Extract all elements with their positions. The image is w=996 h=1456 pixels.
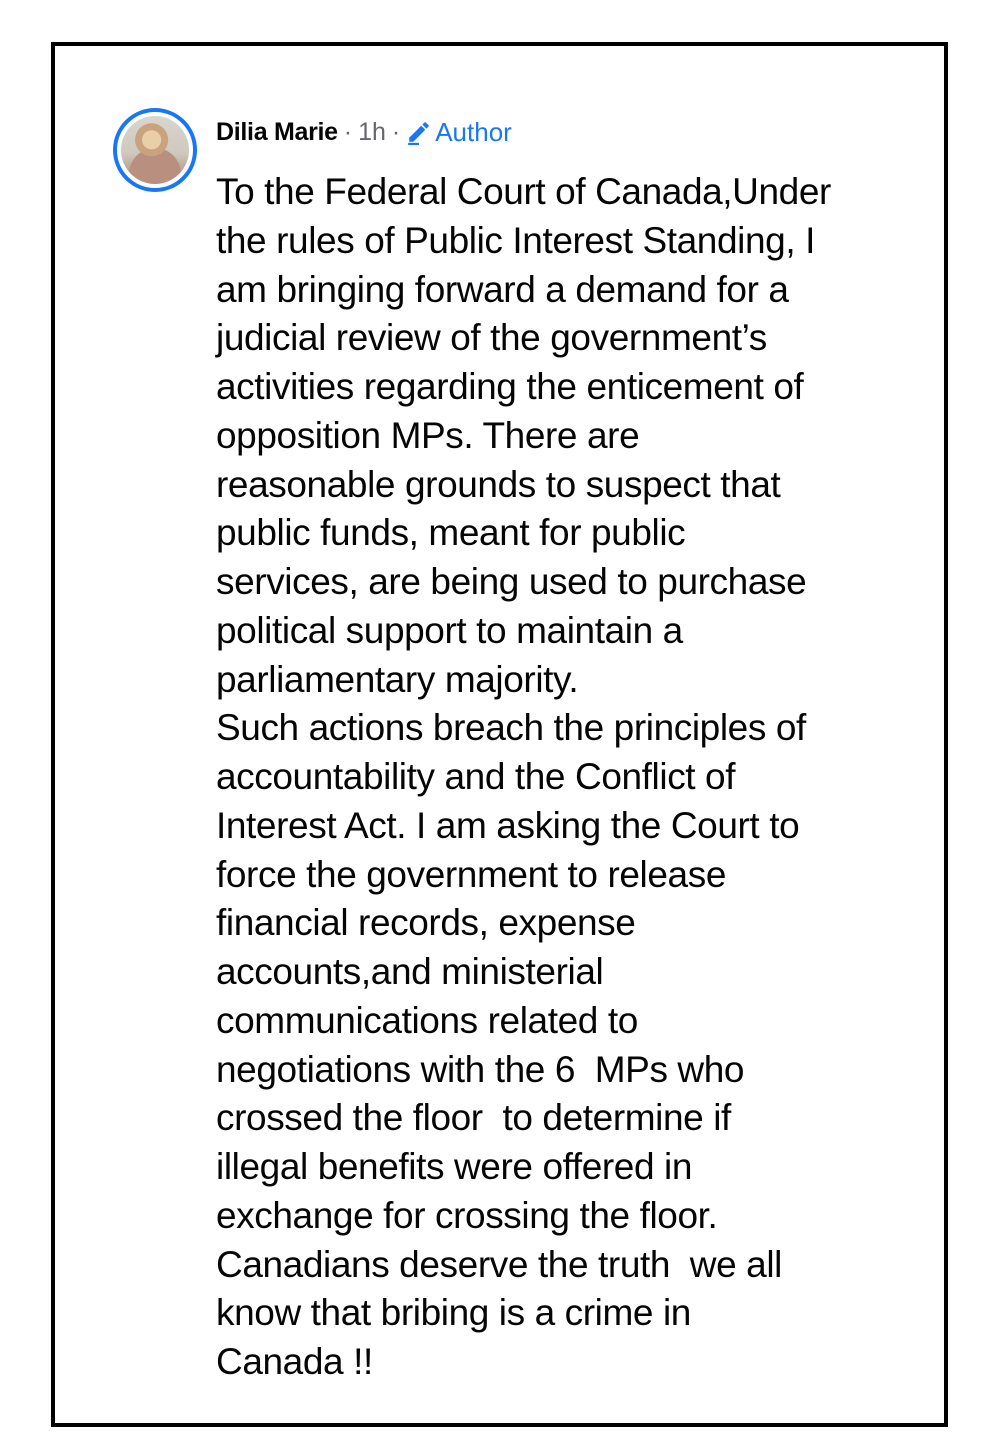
comment-line: parliamentary majority.: [216, 658, 579, 700]
comment-line: Canada !!: [216, 1341, 373, 1382]
comment-line: Interest Act. I am asking the Court to: [216, 804, 800, 846]
comment-line: Such actions breach the principles of: [216, 707, 806, 749]
comment-header: [216, 113, 512, 151]
comment-line: public funds, meant for public: [216, 512, 686, 554]
comment-line: accountability and the Conflict of: [216, 756, 736, 797]
author-badge: [406, 117, 512, 148]
timestamp[interactable]: 1h: [358, 117, 386, 146]
comment-line: opposition MPs. There are: [216, 414, 640, 456]
pencil-icon: [406, 119, 432, 145]
comment-line: Canadians deserve the truth we all: [216, 1243, 783, 1285]
comment-line: activities regarding the enticement of: [216, 366, 804, 407]
comment-line: the rules of Public Interest Standing, I: [216, 219, 815, 261]
comment-line: reasonable grounds to suspect that: [216, 463, 781, 505]
avatar[interactable]: [113, 108, 197, 192]
comment-line: am bringing forward a demand for a: [216, 268, 789, 310]
comment-line: communications related to: [216, 999, 638, 1041]
author-badge-label: Author: [435, 116, 512, 147]
separator: ·: [343, 117, 353, 146]
comment-line: judicial review of the government’s: [216, 317, 767, 359]
comment-line: political support to maintain a: [216, 609, 683, 651]
comment-line: negotiations with the 6 MPs who: [216, 1048, 745, 1090]
comment-line: exchange for crossing the floor.: [216, 1194, 718, 1236]
comment-line: financial records, expense: [216, 902, 636, 944]
comment-line: crossed the floor to determine if: [216, 1097, 731, 1139]
comment-line: force the government to release: [216, 853, 727, 895]
comment-line: accounts,and ministerial: [216, 951, 604, 992]
profile-photo: [121, 116, 189, 184]
comment-line: To the Federal Court of Canada,Under: [216, 171, 831, 212]
comment-line: illegal benefits were offered in: [216, 1146, 693, 1187]
comment-line: know that bribing is a crime in: [216, 1292, 691, 1334]
separator: ·: [391, 117, 401, 146]
author-name[interactable]: Dilia Marie: [216, 117, 338, 146]
comment-body: [216, 168, 916, 1387]
comment-line: services, are being used to purchase: [216, 561, 807, 602]
